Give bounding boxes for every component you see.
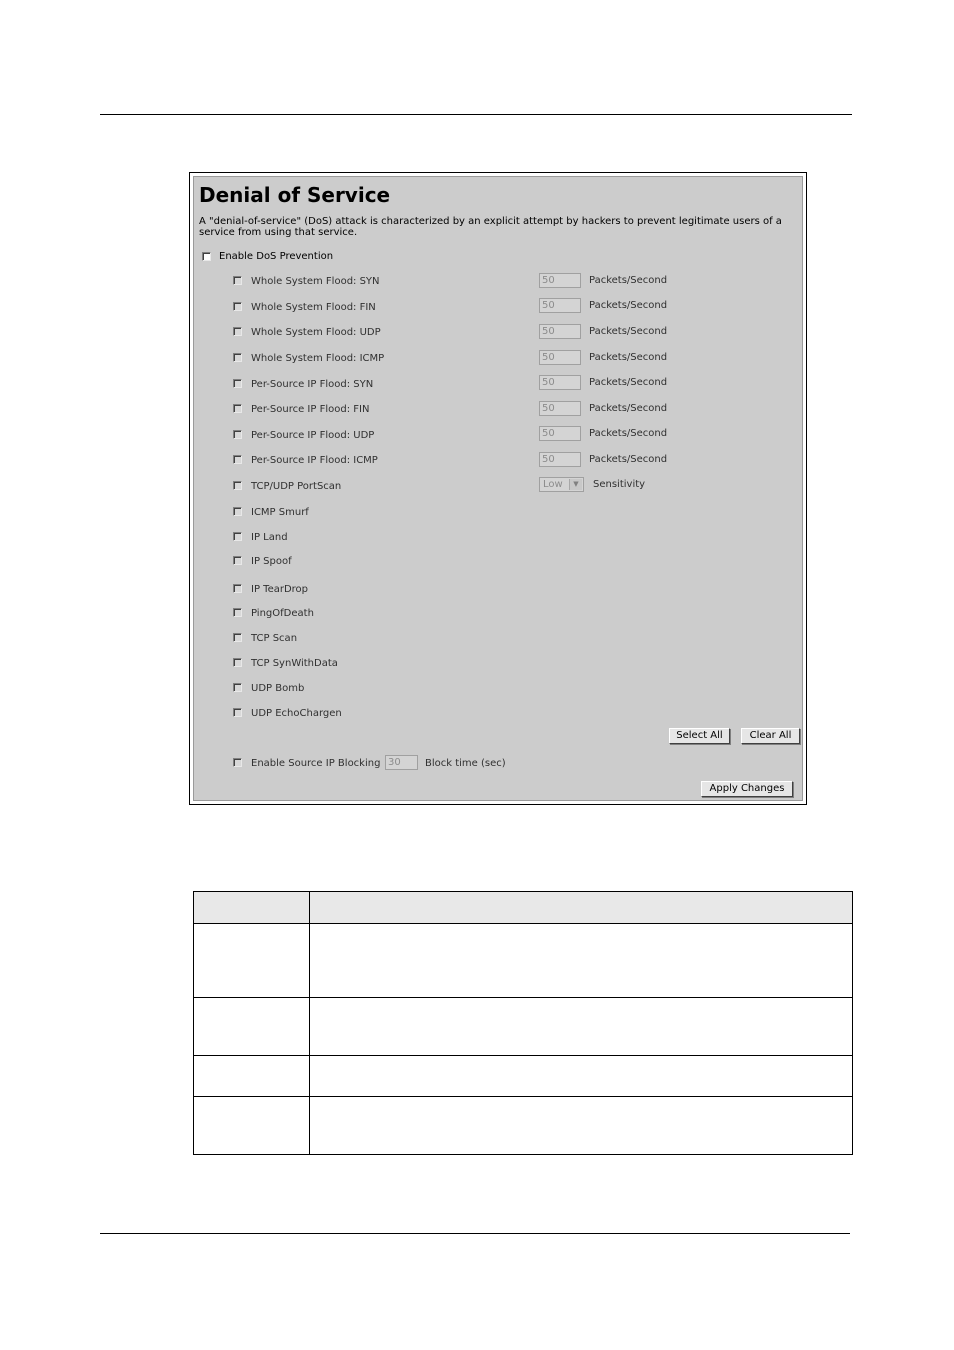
row-checkbox-syn-source[interactable]	[233, 379, 242, 388]
row-label: Per-Source IP Flood: UDP	[251, 430, 375, 441]
rate-unit: Packets/Second	[589, 352, 668, 363]
enable-dos-label: Enable DoS Prevention	[219, 251, 334, 262]
rate-unit: Packets/Second	[589, 428, 668, 439]
rate-unit: Packets/Second	[589, 326, 668, 337]
row-checkbox-tcp-scan[interactable]	[233, 633, 242, 642]
rate-unit: Packets/Second	[589, 454, 668, 465]
page-description: A "denial-of-service" (DoS) attack is characterized by an explicit attempt by hackers to prevent legitimate users of a service from using that service.	[199, 216, 782, 238]
source-blocking-label: Enable Source IP Blocking	[251, 758, 381, 769]
row-checkbox-icmp-smurf[interactable]	[233, 507, 242, 516]
clear-all-button[interactable]: Clear All	[741, 728, 800, 744]
row-label: Per-Source IP Flood: FIN	[251, 404, 370, 415]
table-row	[194, 998, 853, 1056]
row-label: IP TearDrop	[251, 584, 309, 595]
table-cell	[310, 924, 853, 998]
rate-unit: Packets/Second	[589, 300, 668, 311]
row-label: Whole System Flood: SYN	[251, 276, 380, 287]
rate-input[interactable]: 50	[539, 298, 581, 313]
row-checkbox-ip-spoof[interactable]	[233, 556, 242, 565]
sensitivity-label: Sensitivity	[593, 479, 646, 490]
rate-input[interactable]: 50	[539, 324, 581, 339]
dos-screenshot-frame	[189, 172, 807, 805]
table-cell	[194, 1097, 310, 1155]
table-header-cell	[194, 892, 310, 924]
row-label: Whole System Flood: ICMP	[251, 353, 385, 364]
table-cell	[310, 1097, 853, 1155]
table-cell	[310, 998, 853, 1056]
rate-input[interactable]: 50	[539, 401, 581, 416]
row-label: IP Land	[251, 532, 288, 543]
row-checkbox-ip-teardrop[interactable]	[233, 584, 242, 593]
table-cell	[194, 924, 310, 998]
portscan-checkbox[interactable]	[233, 481, 242, 490]
select-all-button[interactable]: Select All	[669, 728, 730, 744]
rate-input[interactable]: 50	[539, 350, 581, 365]
dos-panel	[193, 176, 803, 801]
row-checkbox-udp-source[interactable]	[233, 430, 242, 439]
row-label: UDP EchoChargen	[251, 708, 342, 719]
row-label: Per-Source IP Flood: ICMP	[251, 455, 378, 466]
source-blocking-checkbox[interactable]	[233, 758, 242, 767]
rate-unit: Packets/Second	[589, 403, 668, 414]
table-cell	[310, 1056, 853, 1097]
table-cell	[194, 998, 310, 1056]
table-header-row	[194, 892, 853, 924]
rate-unit: Packets/Second	[589, 275, 668, 286]
row-checkbox-icmp-whole[interactable]	[233, 353, 242, 362]
enable-dos-checkbox[interactable]	[202, 252, 211, 261]
block-time-unit: Block time (sec)	[425, 758, 506, 769]
row-label: TCP Scan	[251, 633, 298, 644]
row-checkbox-udp-whole[interactable]	[233, 327, 242, 336]
table-row	[194, 1056, 853, 1097]
table-header-cell	[310, 892, 853, 924]
row-checkbox-udp-echochargen[interactable]	[233, 708, 242, 717]
row-label: UDP Bomb	[251, 683, 305, 694]
table-row	[194, 1097, 853, 1155]
rate-input[interactable]: 50	[539, 273, 581, 288]
rate-unit: Packets/Second	[589, 377, 668, 388]
row-label: Whole System Flood: FIN	[251, 302, 376, 313]
row-checkbox-syn-whole[interactable]	[233, 276, 242, 285]
sensitivity-value: Low	[543, 479, 563, 490]
row-checkbox-tcp-synwithdata[interactable]	[233, 658, 242, 667]
sensitivity-select[interactable]	[539, 477, 584, 492]
apply-changes-button[interactable]: Apply Changes	[701, 781, 793, 797]
row-label: IP Spoof	[251, 556, 292, 567]
page-title: Denial of Service	[199, 183, 391, 207]
chevron-down-icon[interactable]: ▼	[569, 479, 582, 490]
footer-rule	[100, 1233, 850, 1234]
row-checkbox-fin-source[interactable]	[233, 404, 242, 413]
rate-input[interactable]: 50	[539, 452, 581, 467]
row-label: Per-Source IP Flood: SYN	[251, 379, 374, 390]
row-label: TCP SynWithData	[251, 658, 338, 669]
header-rule	[100, 114, 852, 115]
rate-input[interactable]: 50	[539, 426, 581, 441]
table-cell	[194, 1056, 310, 1097]
row-checkbox-ping-of-death[interactable]	[233, 608, 242, 617]
description-table	[193, 891, 853, 1155]
block-time-input[interactable]: 30	[385, 755, 418, 770]
row-checkbox-icmp-source[interactable]	[233, 455, 242, 464]
row-checkbox-fin-whole[interactable]	[233, 302, 242, 311]
table-row	[194, 924, 853, 998]
row-checkbox-ip-land[interactable]	[233, 532, 242, 541]
portscan-label: TCP/UDP PortScan	[251, 481, 342, 492]
row-label: PingOfDeath	[251, 608, 314, 619]
rate-input[interactable]: 50	[539, 375, 581, 390]
row-checkbox-udp-bomb[interactable]	[233, 683, 242, 692]
row-label: Whole System Flood: UDP	[251, 327, 381, 338]
row-label: ICMP Smurf	[251, 507, 309, 518]
